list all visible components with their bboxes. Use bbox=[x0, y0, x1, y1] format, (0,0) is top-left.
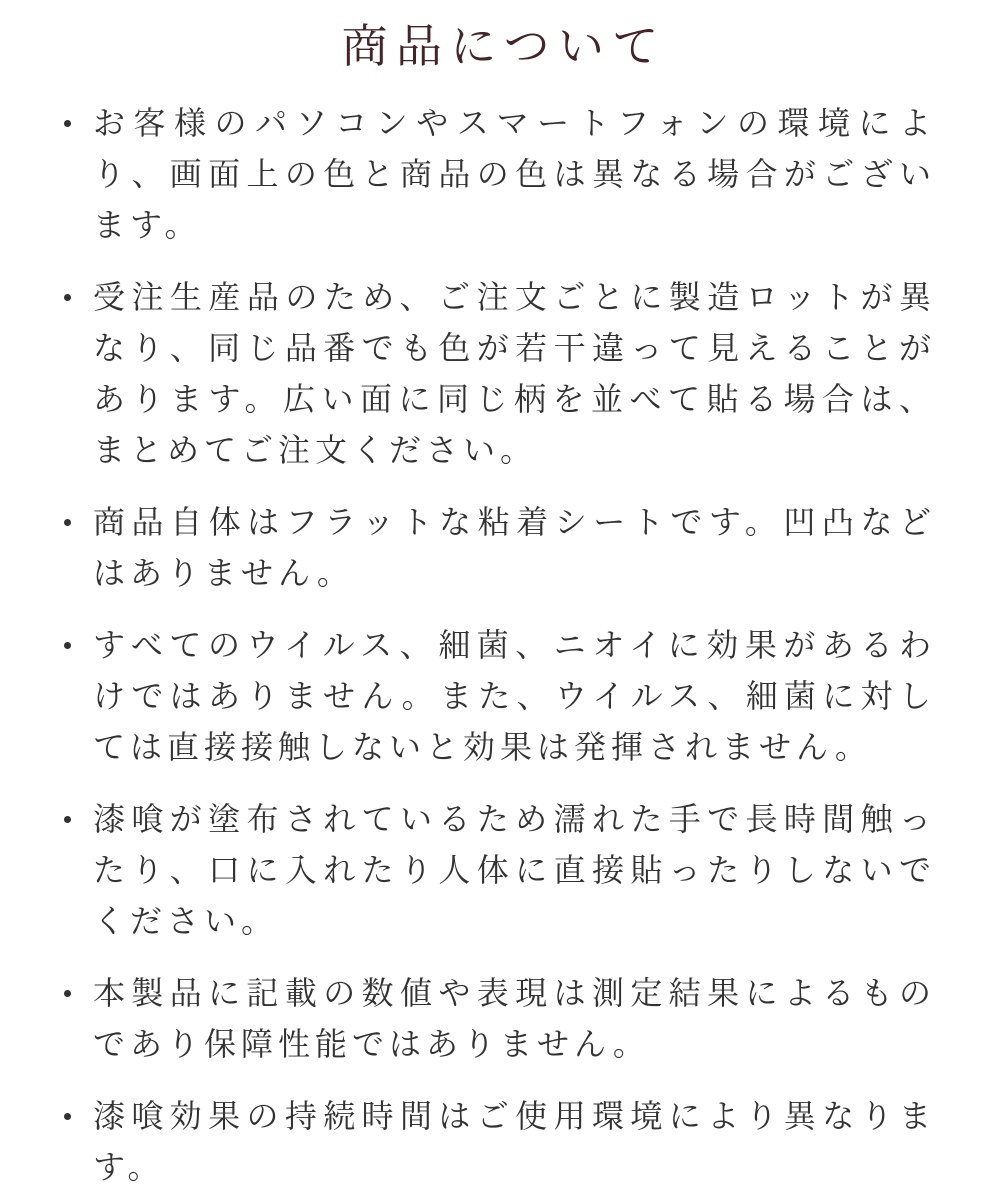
list-item bbox=[64, 497, 936, 599]
page-title: 商品について bbox=[341, 20, 667, 72]
list-item bbox=[64, 1091, 936, 1193]
bullet-icon bbox=[64, 990, 71, 997]
list-item bbox=[64, 620, 936, 773]
list-item bbox=[64, 968, 936, 1070]
bullet-icon bbox=[64, 642, 71, 649]
note-text: 本製品に記載の数値や表現は測定結果によるものであり保障性能ではありません。 bbox=[93, 975, 936, 1062]
notes-list bbox=[64, 98, 936, 1193]
note-text: 商品自体はフラットな粘着シートです。凹凸などはありません。 bbox=[93, 504, 936, 591]
note-text: 漆喰が塗布されているため濡れた手で長時間触ったり、口に入れたり人体に直接貼ったりしないでください。 bbox=[93, 801, 936, 939]
list-item bbox=[64, 272, 936, 476]
note-text: 漆喰効果の持続時間はご使用環境により異なります。 bbox=[93, 1098, 936, 1185]
bullet-icon bbox=[64, 816, 71, 823]
bullet-icon bbox=[64, 294, 71, 301]
bullet-icon bbox=[64, 1113, 71, 1120]
bullet-icon bbox=[64, 120, 71, 127]
note-text: すべてのウイルス、細菌、ニオイに効果があるわけではありません。また、ウイルス、細菌に対しては直接接触しないと効果は発揮されません。 bbox=[93, 627, 936, 765]
list-item bbox=[64, 794, 936, 947]
note-text: 受注生産品のため、ご注文ごとに製造ロットが異なり、同じ品番でも色が若干違って見えることがあります。広い面に同じ柄を並べて貼る場合は、まとめてご注文ください。 bbox=[93, 279, 936, 468]
list-item bbox=[64, 98, 936, 251]
note-text: お客様のパソコンやスマートフォンの環境により、画面上の色と商品の色は異なる場合がございます。 bbox=[93, 105, 936, 243]
bullet-icon bbox=[64, 519, 71, 526]
